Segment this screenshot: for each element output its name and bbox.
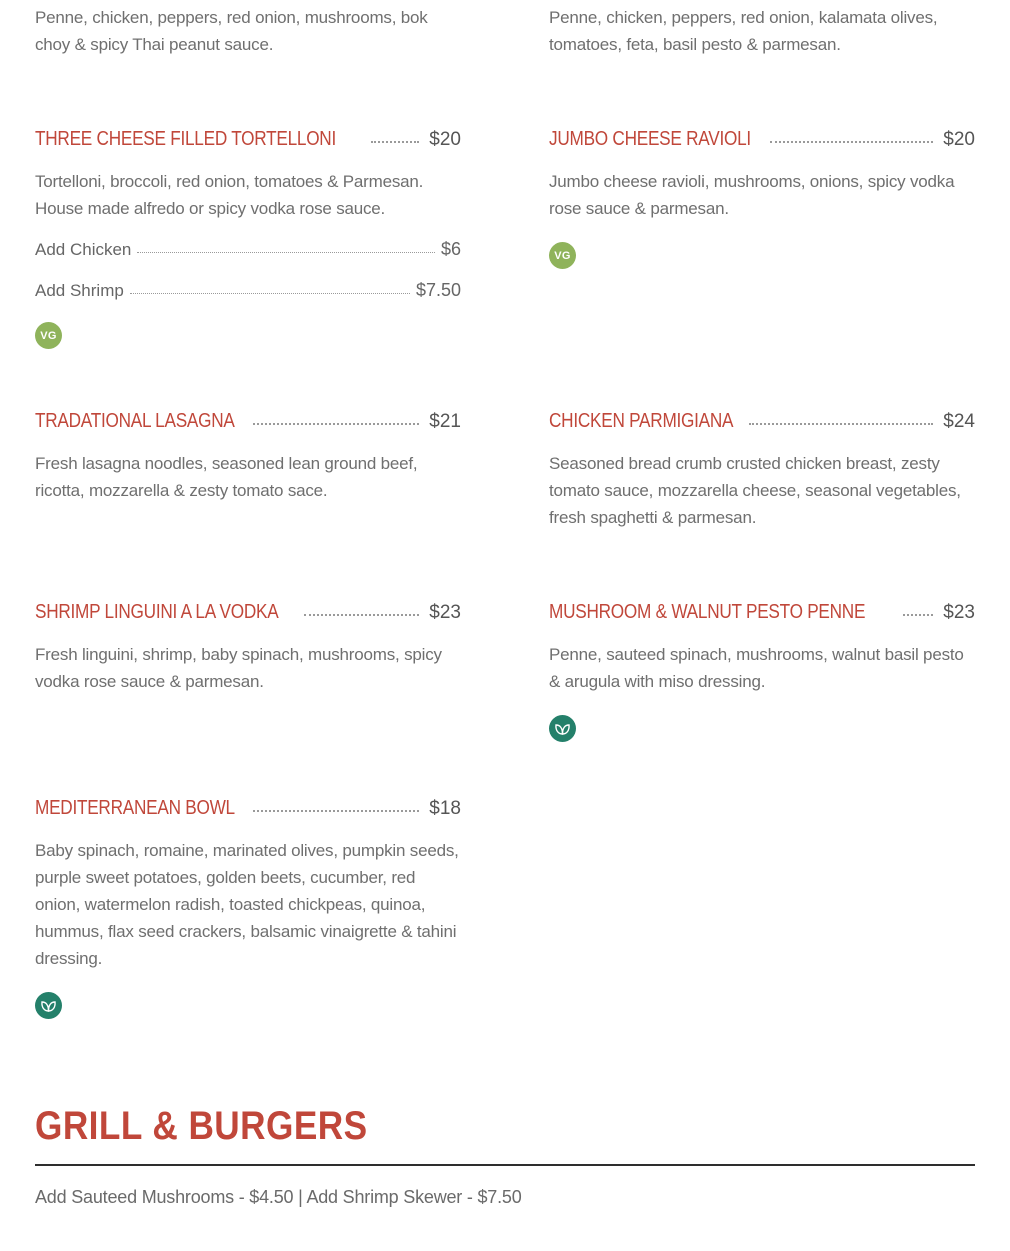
addon-label: Add Shrimp: [35, 281, 124, 300]
item-title: JUMBO CHEESE RAVIOLI: [549, 128, 751, 150]
menu-item-lasagna: [35, 410, 461, 504]
addon-shrimp: [35, 280, 461, 304]
item-title: MUSHROOM & WALNUT PESTO PENNE: [549, 601, 866, 623]
section-title: GRILL & BURGERS: [35, 1104, 368, 1148]
item-description: Baby spinach, romaine, marinated olives, pumpkin seeds, purple sweet potatoes, golden beets, cucumber, red onion, watermelon radish, toasted chickpeas, quinoa, hummus, flax seed crackers, balsamic vinaigrette & tahini dressing.: [35, 841, 459, 968]
item-title: SHRIMP LINGUINI A LA VODKA: [35, 601, 279, 623]
section-addons-note: Add Sauteed Mushrooms - $4.50 | Add Shrimp Skewer - $7.50: [35, 1187, 522, 1207]
menu-item-tortelloni: [35, 128, 461, 349]
item-price: $21: [429, 411, 461, 432]
leaf-icon: [549, 715, 576, 742]
item-header: [35, 601, 461, 629]
addon-chicken: [35, 239, 461, 263]
dot-leader: [749, 423, 933, 425]
dot-leader: [371, 141, 419, 143]
item-price: $20: [429, 129, 461, 150]
menu-item-partial-left: [35, 4, 461, 58]
menu-item-ravioli: [549, 128, 975, 269]
dot-leader: [137, 252, 435, 253]
item-header: [35, 128, 461, 156]
item-description: Jumbo cheese ravioli, mushrooms, onions, spicy vodka rose sauce & parmesan.: [549, 172, 955, 218]
item-description: Fresh lasagna noodles, seasoned lean ground beef, ricotta, mozzarella & zesty tomato sace.: [35, 454, 418, 500]
item-description: Penne, sauteed spinach, mushrooms, walnut basil pesto & arugula with miso dressing.: [549, 645, 964, 691]
item-header: [35, 797, 461, 825]
item-price: $23: [429, 602, 461, 623]
item-description: Fresh linguini, shrimp, baby spinach, mushrooms, spicy vodka rose sauce & parmesan.: [35, 645, 442, 691]
item-description: Penne, chicken, peppers, red onion, kalamata olives, tomatoes, feta, basil pesto & parmesan.: [549, 8, 938, 54]
item-description: Seasoned bread crumb crusted chicken breast, zesty tomato sauce, mozzarella cheese, seasonal vegetables, fresh spaghetti & parmesan.: [549, 454, 961, 527]
item-price: $23: [943, 602, 975, 623]
menu-item-mediterranean-bowl: [35, 797, 461, 1019]
addon-price: $7.50: [415, 280, 461, 300]
dot-leader: [253, 810, 419, 812]
vegetarian-badge: VG: [35, 322, 62, 349]
menu-item-chicken-parmigiana: [549, 410, 975, 531]
dot-leader: [253, 423, 419, 425]
item-header: [549, 128, 975, 156]
item-price: $18: [429, 798, 461, 819]
dot-leader: [770, 141, 934, 143]
dot-leader: [130, 293, 410, 294]
dot-leader: [304, 614, 419, 616]
menu-item-partial-right: [549, 4, 975, 58]
item-header: [549, 410, 975, 438]
addon-label: Add Chicken: [35, 240, 132, 259]
leaf-icon: [35, 992, 62, 1019]
item-description: Tortelloni, broccoli, red onion, tomatoes & Parmesan. House made alfredo or spicy vodka rose sauce.: [35, 172, 424, 218]
addon-price: $6: [440, 239, 461, 259]
item-header: [35, 410, 461, 438]
item-description: Penne, chicken, peppers, red onion, mushrooms, bok choy & spicy Thai peanut sauce.: [35, 8, 428, 54]
menu-item-pesto-penne: [549, 601, 975, 742]
section-divider: [35, 1164, 975, 1166]
item-title: CHICKEN PARMIGIANA: [549, 410, 734, 432]
menu-item-shrimp-linguini: [35, 601, 461, 695]
vegetarian-badge: VG: [549, 242, 576, 269]
dot-leader: [903, 614, 934, 616]
item-header: [549, 601, 975, 629]
item-title: MEDITERRANEAN BOWL: [35, 797, 235, 819]
item-title: TRADATIONAL LASAGNA: [35, 410, 235, 432]
item-price: $24: [943, 411, 975, 432]
item-title: THREE CHEESE FILLED TORTELLONI: [35, 128, 336, 150]
item-price: $20: [943, 129, 975, 150]
